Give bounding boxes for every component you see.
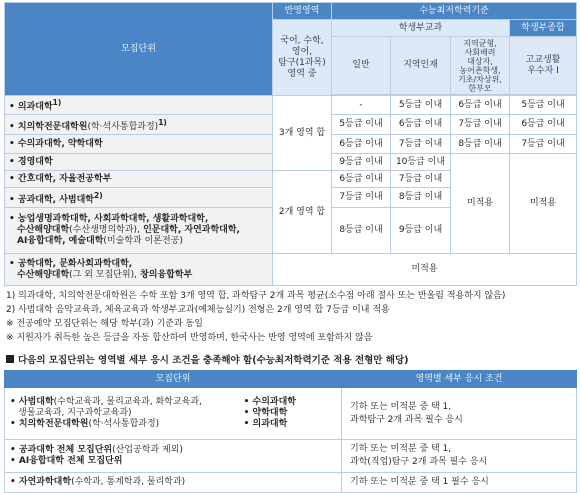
unit-multi-colleges: • 농업생명과학대학, 사회과학대학, 생활과학대학, 수산해양대학(수산생명의학과), 인문대학, 자연과학대학, AI융합대학, 예술대학(미술학과 이론전공) [5, 208, 273, 254]
goggyo-header: 고교생활 우수자 I [510, 37, 577, 95]
footnotes [6, 289, 576, 345]
haksaeng-jonghap-header: 학생부종합 [510, 20, 577, 37]
cell: 9등급 이내 [391, 208, 451, 254]
condition-units-2: • 공과대학 전체 모집단위(산업공학과 제외) • AI융합대학 전체 모집단위 [5, 440, 342, 473]
condition-units-3: • 자연과학대학(수학과, 통계학과, 물리학과) [5, 473, 342, 493]
cell: 10등급 이내 [391, 154, 451, 171]
cell: 6등급 이내 [451, 96, 510, 115]
cell: 6등급 이내 [391, 115, 451, 135]
unit-header: 모집단위 [5, 3, 273, 96]
footnote-2: 2) 사범대학 음악교육과, 체육교육과 학생부교과(예체능실기) 전형은 2개 영역 합 7등급 이내 적용 [6, 305, 390, 315]
cell: 6등급 이내 [510, 115, 577, 135]
footnote-4: ※ 지원자가 취득한 높은 등급을 자동 합산하여 반영하며, 한국사는 반영 영역에 포함하지 않음 [6, 333, 373, 343]
footnote-1: 1) 의과대학, 치의학전문대학원은 수학 포함 3개 영역 합, 과학탐구 2개 과목 평균(소수점 아래 절사 또는 반올림 적용하지 않음) [6, 291, 506, 301]
min-standard-header: 수능최저학력기준 [332, 3, 577, 20]
cell: 6등급 이내 [332, 135, 391, 154]
unit-engineering-etc: • 공학대학, 문화사회과학대학, 수산해양대학(그 외 모집단위), 창의융합학부 [5, 254, 273, 286]
condition-text-2: 기하 또는 미적분 중 택 1, 과학(직업)탐구 2개 과목 필수 응시 [342, 440, 577, 473]
cell: 5등급 이내 [391, 96, 451, 115]
cell: 6등급 이내 [332, 171, 391, 188]
condition-text-3: 기하 또는 미적분 중 택 1 필수 응시 [342, 473, 577, 493]
footnote-3: ※ 전공예약 모집단위는 해당 학부(과) 기준과 동일 [6, 319, 203, 329]
area-header: 반영영역 [273, 3, 332, 20]
cell: 8등급 이내 [391, 188, 451, 208]
cell: 9등급 이내 [332, 154, 391, 171]
unit-eng-edu: • 공과대학, 사범대학$^{2)}$ [5, 188, 273, 208]
unit-header-2: 모집단위 [5, 371, 342, 388]
unit-business: • 경영대학 [5, 154, 273, 171]
square-bullet-icon [6, 355, 14, 363]
michoyong-special: 미적용 [451, 154, 510, 254]
cell: 7등급 이내 [391, 171, 451, 188]
area-subheader: 국어, 수학, 영어, 탐구(1과목) 영역 중 [273, 20, 332, 96]
area-3-sum: 3개 영역 합 [273, 96, 332, 171]
michoyong-all: 미적용 [273, 254, 577, 286]
special-header: 지역균형, 사회배려 대상자, 농어촌학생, 기초/차상위, 한부모 [451, 37, 510, 95]
unit-vet-pharm: • 수의과대학, 약학대학 [5, 135, 273, 154]
area-2-sum: 2개 영역 합 [273, 171, 332, 254]
section-title: 다음의 모집단위는 영역별 세부 응시 조건을 충족해야 함(수능최저학력기준 적용 전형만 해당) [6, 352, 409, 366]
cell: 8등급 이내 [451, 135, 510, 154]
jiyeok-header: 지역인재 [391, 37, 451, 95]
subject-condition-table [4, 370, 577, 493]
condition-units-1: • 사범대학(수학교육과, 물리교육과, 화학교육과, 생물교육과, 지구과학교육과) • 치의학전문대학원(학·석사통합과정) • 수의과대학 • 약학대학 • 의과대학 [5, 388, 342, 440]
cell: 7등급 이내 [451, 115, 510, 135]
condition-header: 영역별 세부 응시 조건 [342, 371, 577, 388]
min-standard-table [4, 2, 577, 286]
unit-medical: • 의과대학$^{1)}$ [5, 96, 273, 115]
unit-nursing: • 간호대학, 자율전공학부 [5, 171, 273, 188]
condition-text-1: 기하 또는 미적분 중 택 1, 과학탐구 2개 과목 필수 응시 [342, 388, 577, 440]
cell: 8등급 이내 [332, 208, 391, 254]
cell: 7등급 이내 [332, 188, 391, 208]
cell: - [332, 96, 391, 115]
cell: 5등급 이내 [510, 96, 577, 115]
cell: 7등급 이내 [391, 135, 451, 154]
cell: 5등급 이내 [332, 115, 391, 135]
ilban-header: 일반 [332, 37, 391, 95]
haksaeng-gyogwa-header: 학생부교과 [332, 20, 510, 37]
cell: 7등급 이내 [510, 135, 577, 154]
michoyong-jonghap: 미적용 [510, 154, 577, 254]
unit-dental: • 치의학전문대학원(학·석사통합과정)$^{1)}$ [5, 115, 273, 135]
